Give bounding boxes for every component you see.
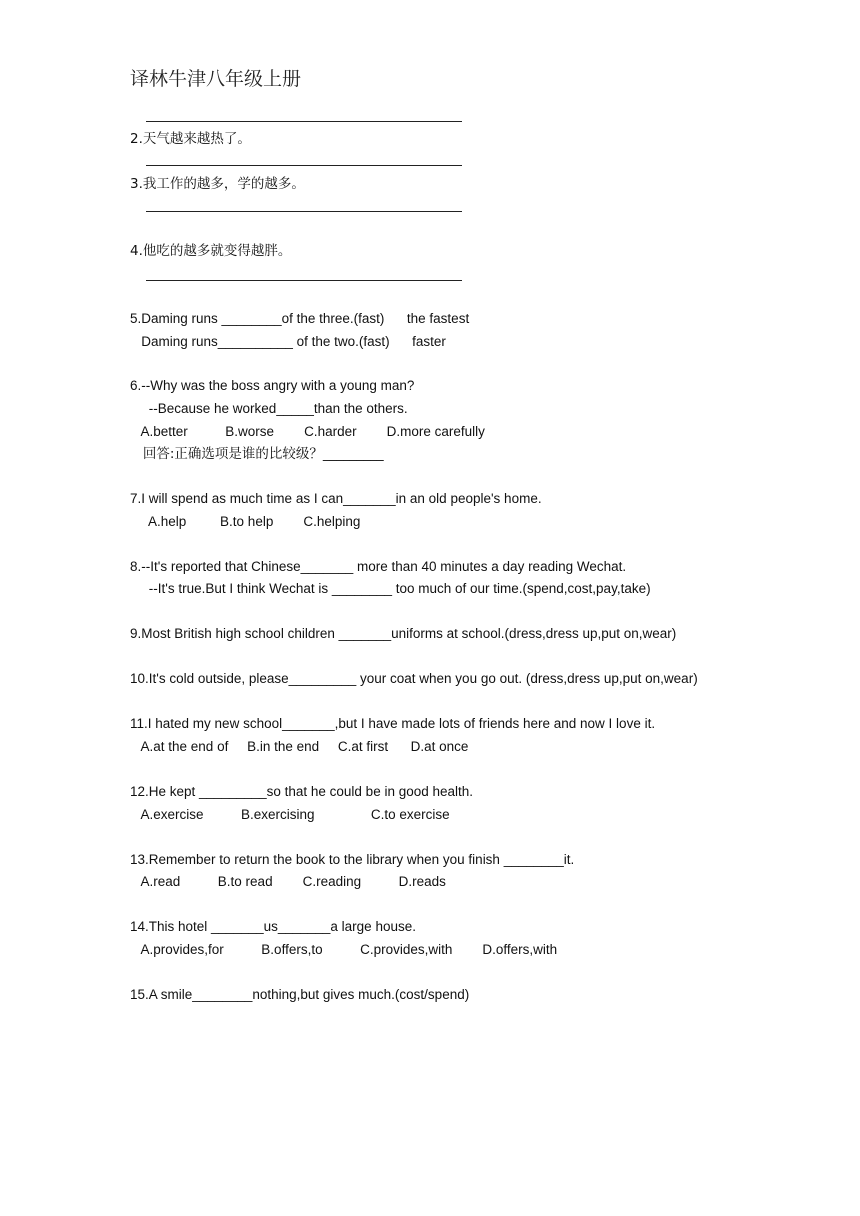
- question-8-line-2: --It's true.But I think Wechat is ________ too much of our time.(spend,cost,pay,take): [130, 581, 651, 596]
- answer-line: [146, 280, 462, 281]
- question-2: 2.天气越来越热了。: [130, 131, 251, 147]
- question-11-options: A.at the end of B.in the end C.at first D.at once: [130, 739, 469, 754]
- question-11: 11.I hated my new school_______,but I have made lots of friends here and now I love it.: [130, 716, 656, 731]
- question-7: 7.I will spend as much time as I can_______in an old people's home.: [130, 491, 542, 506]
- question-6-line-1: 6.--Why was the boss angry with a young man?: [130, 378, 415, 393]
- question-3: 3.我工作的越多，学的越多。: [130, 176, 305, 192]
- answer-line: [146, 165, 462, 166]
- page-header: 译林牛津八年级上册: [130, 68, 302, 90]
- question-6-options: A.better B.worse C.harder D.more carefully: [130, 424, 485, 439]
- question-13-options: A.read B.to read C.reading D.reads: [130, 874, 446, 889]
- question-12: 12.He kept _________so that he could be in good health.: [130, 784, 474, 799]
- question-6-answer-prompt: 回答:正确选项是谁的比较级？_________: [130, 446, 384, 462]
- question-7-options: A.help B.to help C.helping: [130, 514, 361, 529]
- question-6-line-2: --Because he worked_____than the others.: [130, 401, 408, 416]
- question-13: 13.Remember to return the book to the library when you finish ________it.: [130, 852, 575, 867]
- answer-line: [146, 121, 462, 122]
- question-10: 10.It's cold outside, please_________ your coat when you go out. (dress,dress up,put on,wear): [130, 671, 698, 686]
- question-12-options: A.exercise B.exercising C.to exercise: [130, 807, 450, 822]
- question-5-line-2: Daming runs__________ of the two.(fast) faster: [130, 334, 446, 349]
- question-15: 15.A smile________nothing,but gives much.(cost/spend): [130, 987, 470, 1002]
- question-4: 4.他吃的越多就变得越胖。: [130, 243, 292, 259]
- question-14-options: A.provides,for B.offers,to C.provides,with D.offers,with: [130, 942, 558, 957]
- question-9: 9.Most British high school children _______uniforms at school.(dress,dress up,put on,wear): [130, 626, 677, 641]
- answer-line: [146, 211, 462, 212]
- question-14: 14.This hotel _______us_______a large house.: [130, 919, 416, 934]
- question-5-line-1: 5.Daming runs ________of the three.(fast) the fastest: [130, 311, 470, 326]
- question-8-line-1: 8.--It's reported that Chinese_______ more than 40 minutes a day reading Wechat.: [130, 559, 627, 574]
